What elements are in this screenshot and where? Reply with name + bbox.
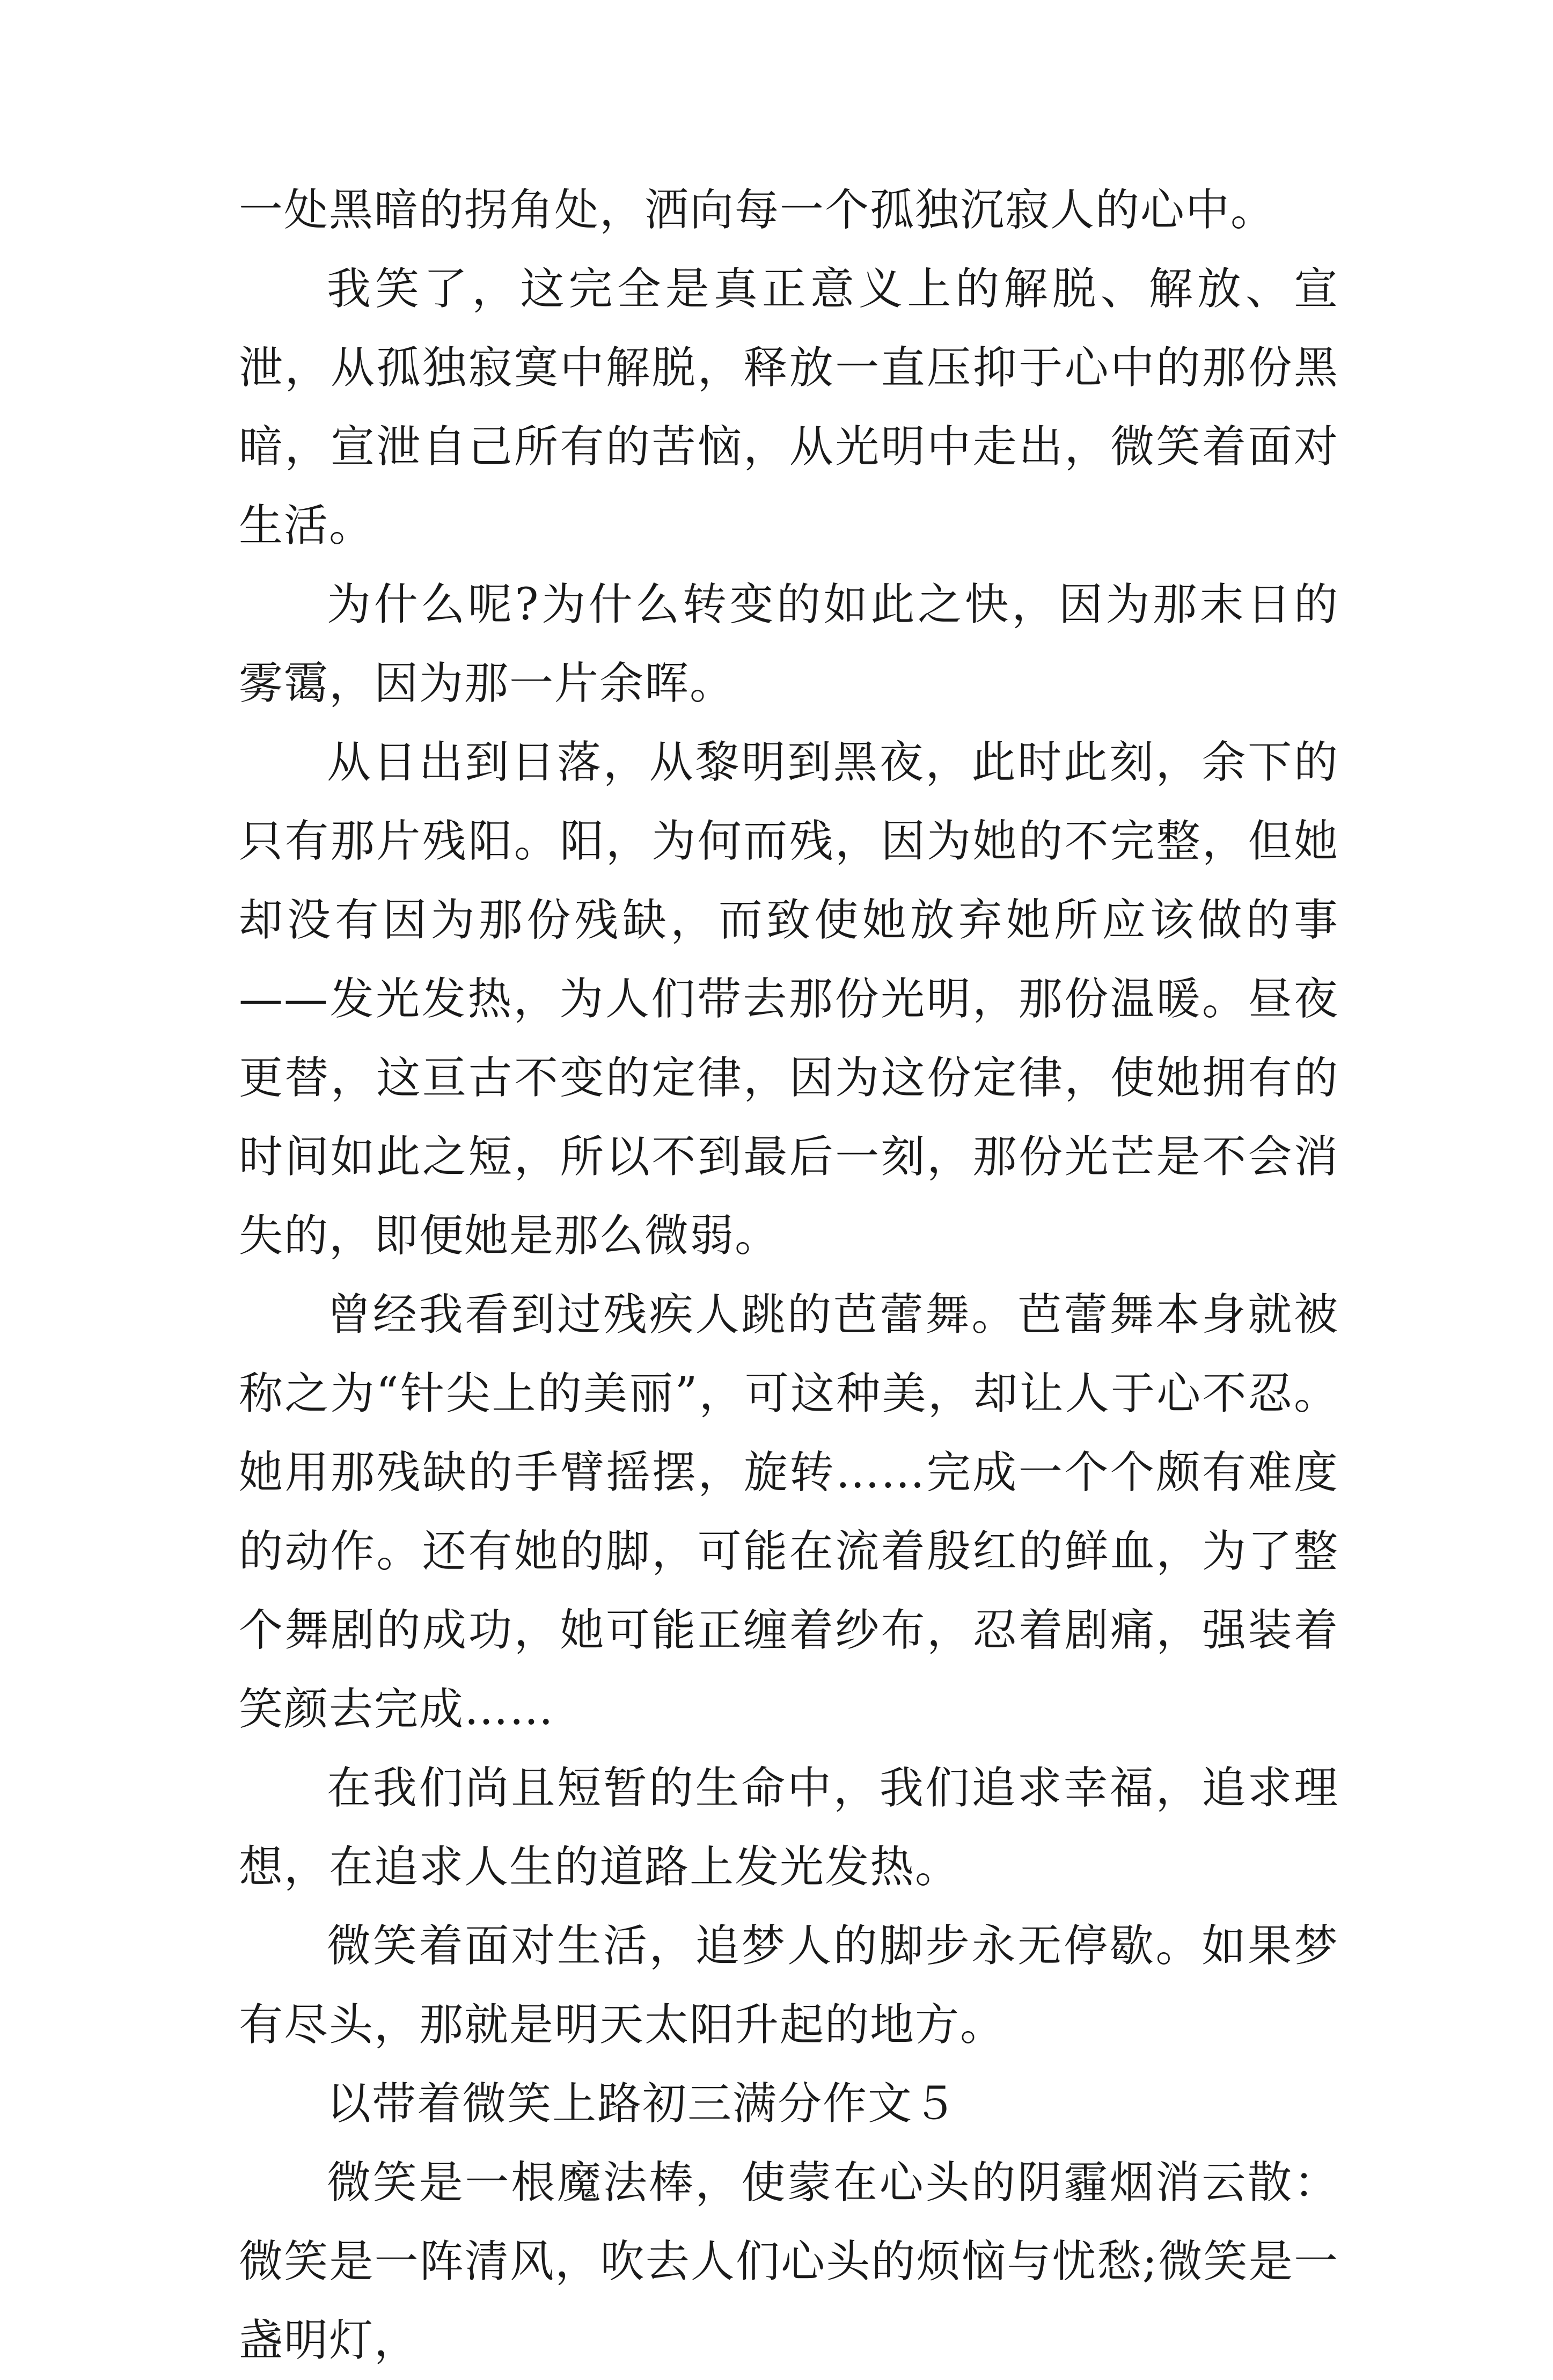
- paragraph-5: 曾经我看到过残疾人跳的芭蕾舞。芭蕾舞本身就被称之为“针尖上的美丽”，可这种美，却让人于心不忍。她用那残缺的手臂摇摆，旋转……完成一个个颇有难度的动作。还有她的脚，可能在流着殷红的鲜血，为了整个舞剧的成功，她可能正缠着纱布，忍着剧痛，强装着笑颜去完成……: [239, 1289, 1339, 1735]
- essay-body: [239, 171, 1339, 2380]
- paragraph-6: 在我们尚且短暂的生命中，我们追求幸福，追求理想，在追求人生的道路上发光发热。: [239, 1763, 1339, 1893]
- paragraph-1: 一处黑暗的拐角处，洒向每一个孤独沉寂人的心中。: [239, 185, 1276, 236]
- paragraph-4: 从日出到日落，从黎明到黑夜，此时此刻，余下的只有那片残阳。阳，为何而残，因为她的不完整，但她却没有因为那份残缺，而致使她放弃她所应该做的事——发光发热，为人们带去那份光明，那份温暖。昼夜更替，这亘古不变的定律，因为这份定律，使她拥有的时间如此之短，所以不到最后一刻，那份光芒是不会消失的，即便她是那么微弱。: [239, 737, 1339, 1261]
- paragraph-7: 微笑着面对生活，追梦人的脚步永无停歇。如果梦有尽头，那就是明天太阳升起的地方。: [239, 1921, 1339, 2050]
- paragraph-3: 为什么呢?为什么转变的如此之快，因为那末日的雾霭，因为那一片余晖。: [239, 579, 1339, 709]
- paragraph-2: 我笑了，这完全是真正意义上的解脱、解放、宣泄，从孤独寂寞中解脱，释放一直压抑于心中的那份黑暗，宣泄自己所有的苦恼，从光明中走出，微笑着面对生活。: [239, 264, 1339, 551]
- paragraph-8: 微笑是一根魔法棒，使蒙在心头的阴霾烟消云散：微笑是一阵清风，吹去人们心头的烦恼与忧愁;微笑是一盏明灯，: [239, 2157, 1339, 2366]
- essay-title: 以带着微笑上路初三满分作文５: [327, 2078, 958, 2129]
